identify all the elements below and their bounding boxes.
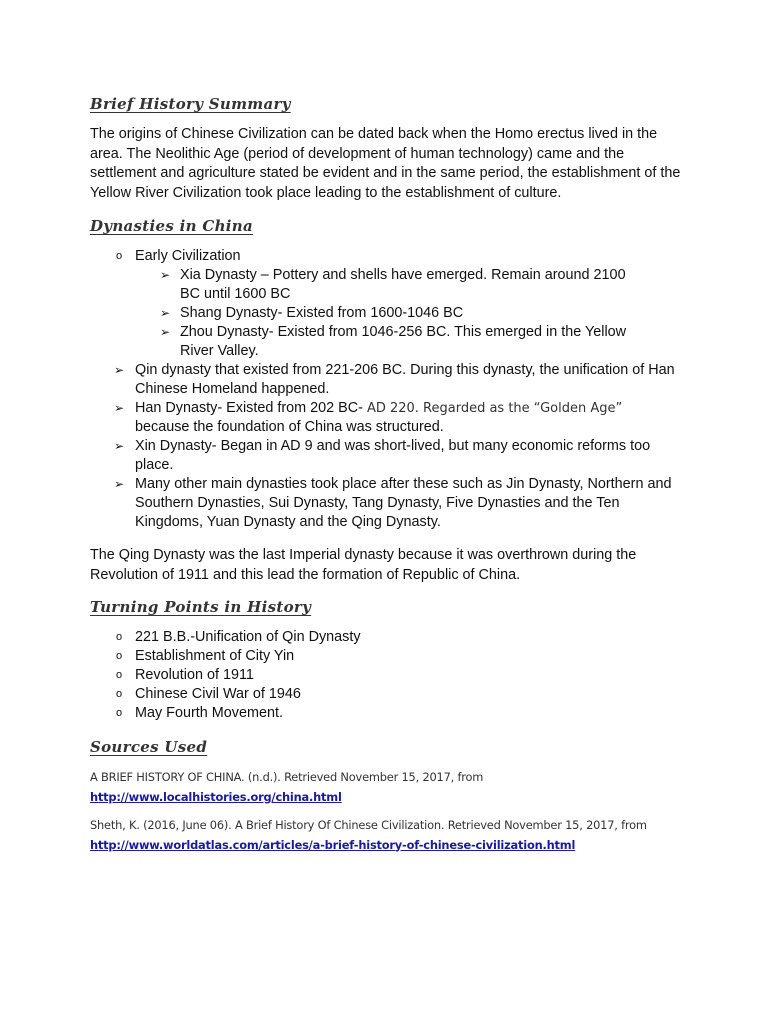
list-item-other-dynasties (90, 475, 680, 532)
heading-dynasties-in-china: Dynasties in China (90, 217, 254, 235)
qin-dynasty-text: Qin dynasty that existed from 221-206 BC. During this dynasty, the unification of Han Chinese Homeland happened. (135, 362, 675, 397)
zhou-dynasty-text: Zhou Dynasty- Existed from 1046-256 BC. This emerged in the Yellow River Valley. (180, 324, 627, 359)
xin-dynasty-text: Xin Dynasty- Began in AD 9 and was short-lived, but many economic reforms too place. (135, 438, 651, 473)
arrow-bullet-icon: ➢ (160, 325, 171, 339)
list-item-turning-point (90, 685, 690, 704)
arrow-bullet-icon: ➢ (114, 477, 125, 491)
circle-bullet-icon: o (116, 688, 123, 700)
heading-turning-points: Turning Points in History (90, 598, 312, 616)
list-item-xin-dynasty (90, 437, 680, 475)
han-dynasty-text-2: AD 220. Regarded as the “Golden Age” (366, 401, 623, 416)
arrow-bullet-icon: ➢ (114, 401, 125, 415)
list-item-turning-point (90, 647, 690, 666)
dynasties-list (90, 247, 690, 532)
turning-point-text: Establishment of City Yin (135, 648, 295, 664)
list-item-zhou-dynasty (90, 323, 660, 361)
arrow-bullet-icon: ➢ (114, 363, 125, 377)
source-entry-2 (90, 816, 690, 855)
circle-bullet-icon: o (116, 250, 123, 262)
heading-sources-used: Sources Used (90, 738, 208, 756)
turning-points-list (90, 628, 690, 723)
source-link[interactable]: http://www.localhistories.org/china.html (90, 789, 342, 804)
source-citation-text: A BRIEF HISTORY OF CHINA. (n.d.). Retrieved November 15, 2017, from (90, 770, 484, 784)
circle-bullet-icon: o (116, 669, 123, 681)
han-dynasty-text-1: Han Dynasty- Existed from 202 BC- (135, 400, 367, 416)
arrow-bullet-icon: ➢ (114, 439, 125, 453)
heading-brief-history-summary: Brief History Summary (90, 95, 291, 113)
shang-dynasty-text: Shang Dynasty- Existed from 1600-1046 BC (180, 305, 464, 321)
list-item-shang-dynasty (90, 304, 690, 323)
list-item-han-dynasty (90, 399, 675, 437)
arrow-bullet-icon: ➢ (160, 306, 171, 320)
source-link-line (90, 836, 690, 856)
list-item-turning-point (90, 704, 690, 723)
list-item-turning-point (90, 628, 690, 647)
circle-bullet-icon: o (116, 650, 123, 662)
turning-point-text: 221 B.B.-Unification of Qin Dynasty (135, 629, 361, 645)
turning-point-text: Chinese Civil War of 1946 (135, 686, 301, 702)
han-dynasty-text-3: because the foundation of China was structured. (135, 419, 444, 435)
turning-point-text: Revolution of 1911 (135, 667, 254, 683)
arrow-bullet-icon: ➢ (160, 268, 171, 282)
list-item-early-civilization (90, 247, 690, 266)
list-item-qin-dynasty (90, 361, 675, 399)
summary-paragraph: The origins of Chinese Civilization can be dated back when the Homo erectus lived in the area. The Neolithic Age (period of development of human technology) came and the settlement and agriculture stated be evident and in the same period, the establishment of the Yellow River Civilization took place leading to the establishment of culture. (90, 126, 681, 201)
list-item-xia-dynasty (90, 266, 645, 304)
circle-bullet-icon: o (116, 631, 123, 643)
list-item-turning-point (90, 666, 690, 685)
early-civilization-label: Early Civilization (135, 248, 241, 264)
source-link-line (90, 788, 690, 808)
source-citation-text: Sheth, K. (2016, June 06). A Brief History Of Chinese Civilization. Retrieved November 15, 2017, from (90, 818, 647, 832)
qing-closing-paragraph: The Qing Dynasty was the last Imperial dynasty because it was overthrown during the Revolution of 1911 and this lead the formation of Republic of China. (90, 547, 637, 583)
turning-point-text: May Fourth Movement. (135, 705, 283, 721)
other-dynasties-text: Many other main dynasties took place after these such as Jin Dynasty, Northern and Southern Dynasties, Sui Dynasty, Tang Dynasty, Five Dynasties and the Ten Kingdoms, Yuan Dynasty and the Qing Dynasty. (135, 476, 672, 530)
source-link[interactable]: http://www.worldatlas.com/articles/a-brief-history-of-chinese-civilization.html (90, 837, 576, 852)
circle-bullet-icon: o (116, 707, 123, 719)
source-entry-1 (90, 768, 690, 807)
xia-dynasty-text: Xia Dynasty – Pottery and shells have emerged. Remain around 2100 BC until 1600 BC (180, 267, 626, 302)
